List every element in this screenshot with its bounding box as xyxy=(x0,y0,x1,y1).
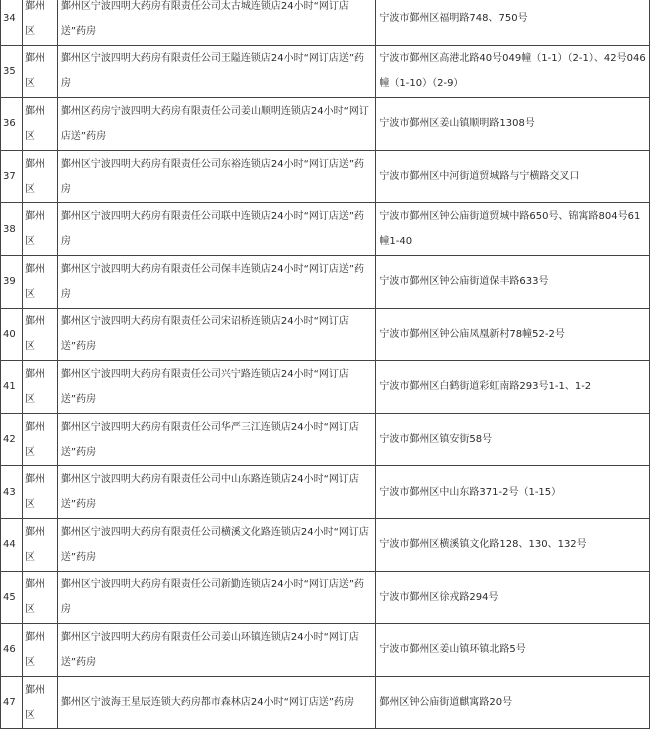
row-number: 43 xyxy=(1,466,23,519)
address-cell: 宁波市鄞州区中河街道贸城路与宁横路交叉口 xyxy=(376,150,650,203)
table-row xyxy=(1,150,650,203)
row-number: 39 xyxy=(1,255,23,308)
address-cell: 宁波市鄞州区姜山镇顺明路1308号 xyxy=(376,98,650,151)
pharmacy-table-body xyxy=(1,0,650,729)
address-cell: 宁波市鄞州区白鹤街道彩虹南路293号1-1、1-2 xyxy=(376,361,650,414)
table-row xyxy=(1,413,650,466)
district-cell: 鄞州区 xyxy=(22,203,57,256)
district-cell: 鄞州区 xyxy=(22,413,57,466)
row-number: 37 xyxy=(1,150,23,203)
address-cell: 宁波市鄞州区高港北路40号049幢（1-1）（2-1）、42号046幢（1-10）（2-9） xyxy=(376,45,650,98)
address-cell: 宁波市鄞州区镇安街58号 xyxy=(376,413,650,466)
pharmacy-name-cell: 鄞州区宁波四明大药房有限责任公司王隘连锁店24小时“网订店送”药房 xyxy=(57,45,375,98)
row-number: 38 xyxy=(1,203,23,256)
district-cell: 鄞州区 xyxy=(22,45,57,98)
pharmacy-name-cell: 鄞州区宁波四明大药房有限责任公司保丰连锁店24小时“网订店送”药房 xyxy=(57,255,375,308)
table-row xyxy=(1,45,650,98)
address-cell: 宁波市鄞州区横溪镇文化路128、130、132号 xyxy=(376,518,650,571)
row-number: 34 xyxy=(1,0,23,45)
address-cell: 宁波市鄞州区钟公庙街道贸城中路650号、锦寓路804号61幢1-40 xyxy=(376,203,650,256)
address-cell: 宁波市鄞州区钟公庙街道保丰路633号 xyxy=(376,255,650,308)
row-number: 46 xyxy=(1,624,23,677)
district-cell: 鄞州区 xyxy=(22,308,57,361)
row-number: 45 xyxy=(1,571,23,624)
table-row xyxy=(1,255,650,308)
district-cell: 鄞州区 xyxy=(22,466,57,519)
table-row xyxy=(1,518,650,571)
pharmacy-name-cell: 鄞州区宁波四明大药房有限责任公司太古城连锁店24小时“网订店送”药房 xyxy=(57,0,375,45)
address-cell: 宁波市鄞州区徐戎路294号 xyxy=(376,571,650,624)
pharmacy-name-cell: 鄞州区药房宁波四明大药房有限责任公司姜山顺明连锁店24小时“网订店送”药房 xyxy=(57,98,375,151)
pharmacy-name-cell: 鄞州区宁波四明大药房有限责任公司华严三江连锁店24小时“网订店送”药房 xyxy=(57,413,375,466)
table-row xyxy=(1,361,650,414)
district-cell: 鄞州区 xyxy=(22,150,57,203)
pharmacy-name-cell: 鄞州区宁波四明大药房有限责任公司宋诏桥连锁店24小时“网订店送”药房 xyxy=(57,308,375,361)
row-number: 44 xyxy=(1,518,23,571)
table-row xyxy=(1,0,650,45)
address-cell: 宁波市鄞州区钟公庙凤凰新村78幢52-2号 xyxy=(376,308,650,361)
address-cell: 宁波市鄞州区姜山镇环镇北路5号 xyxy=(376,624,650,677)
district-cell: 鄞州区 xyxy=(22,361,57,414)
district-cell: 鄞州区 xyxy=(22,624,57,677)
row-number: 40 xyxy=(1,308,23,361)
pharmacy-name-cell: 鄞州区宁波四明大药房有限责任公司东裕连锁店24小时“网订店送”药房 xyxy=(57,150,375,203)
pharmacy-name-cell: 鄞州区宁波四明大药房有限责任公司姜山环镇连锁店24小时“网订店送”药房 xyxy=(57,624,375,677)
address-cell: 鄞州区钟公庙街道麒寓路20号 xyxy=(376,676,650,729)
table-row xyxy=(1,308,650,361)
row-number: 47 xyxy=(1,676,23,729)
table-row xyxy=(1,624,650,677)
table-row xyxy=(1,466,650,519)
row-number: 36 xyxy=(1,98,23,151)
address-cell: 宁波市鄞州区中山东路371-2号（1-15） xyxy=(376,466,650,519)
address-cell: 宁波市鄞州区福明路748、750号 xyxy=(376,0,650,45)
row-number: 35 xyxy=(1,45,23,98)
district-cell: 鄞州区 xyxy=(22,0,57,45)
pharmacy-name-cell: 鄞州区宁波四明大药房有限责任公司横溪文化路连锁店24小时“网订店送”药房 xyxy=(57,518,375,571)
table-row xyxy=(1,571,650,624)
district-cell: 鄞州区 xyxy=(22,518,57,571)
district-cell: 鄞州区 xyxy=(22,676,57,729)
table-row xyxy=(1,676,650,729)
pharmacy-name-cell: 鄞州区宁波四明大药房有限责任公司中山东路连锁店24小时“网订店送”药房 xyxy=(57,466,375,519)
pharmacy-name-cell: 鄞州区宁波四明大药房有限责任公司联中连锁店24小时“网订店送”药房 xyxy=(57,203,375,256)
pharmacy-name-cell: 鄞州区宁波海王星辰连锁大药房都市森林店24小时“网订店送”药房 xyxy=(57,676,375,729)
table-row xyxy=(1,98,650,151)
district-cell: 鄞州区 xyxy=(22,255,57,308)
district-cell: 鄞州区 xyxy=(22,98,57,151)
district-cell: 鄞州区 xyxy=(22,571,57,624)
table-row xyxy=(1,203,650,256)
pharmacy-name-cell: 鄞州区宁波四明大药房有限责任公司新勤连锁店24小时“网订店送”药房 xyxy=(57,571,375,624)
row-number: 42 xyxy=(1,413,23,466)
pharmacy-name-cell: 鄞州区宁波四明大药房有限责任公司兴宁路连锁店24小时“网订店送”药房 xyxy=(57,361,375,414)
row-number: 41 xyxy=(1,361,23,414)
